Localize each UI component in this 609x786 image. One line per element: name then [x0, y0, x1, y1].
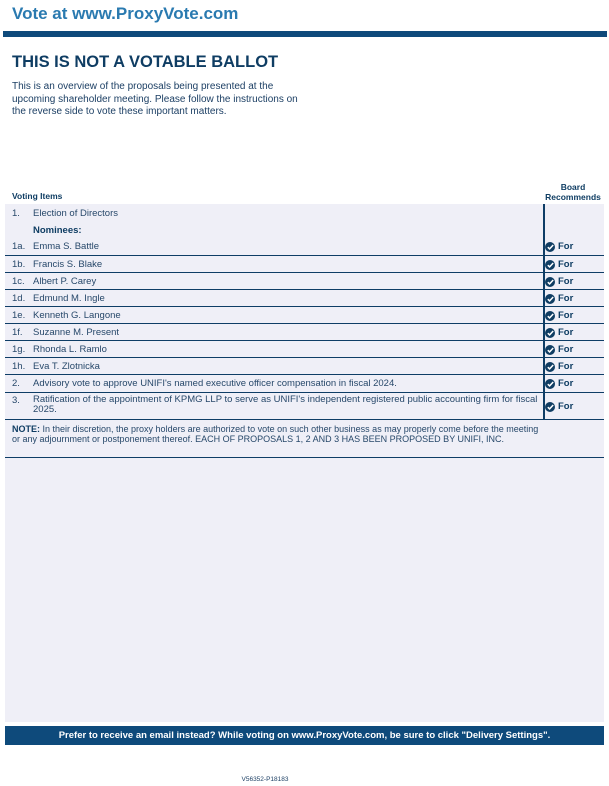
- intro-text: This is an overview of the proposals being presented at the upcoming shareholder meeting. Please follow the instructions on the reverse side to vote these important matters.: [12, 81, 298, 118]
- recommendation: [545, 310, 573, 321]
- row-divider: [5, 289, 604, 290]
- item-number: 2.: [12, 378, 20, 389]
- check-circle-icon: [545, 362, 555, 372]
- rec-label: For: [558, 241, 574, 252]
- note-divider: [5, 457, 604, 458]
- check-circle-icon: [545, 277, 555, 287]
- row-divider: [5, 419, 604, 420]
- item-text: Francis S. Blake: [33, 259, 103, 270]
- note-body: In their discretion, the proxy holders are authorized to vote on such other business as may properly come before the meeting or any adjournment or postponement thereof. EACH OF PROPOSALS 1, 2 AND 3 HAS BEEN PROPOSED BY UNIFI, INC.: [12, 424, 539, 444]
- row-divider: [5, 374, 604, 375]
- item-number: 1.: [12, 208, 20, 219]
- item-text: Election of Directors: [33, 208, 119, 219]
- item-number: 1c.: [12, 276, 25, 287]
- item-text: Emma S. Battle: [33, 241, 99, 252]
- check-circle-icon: [545, 294, 555, 304]
- item-text: Albert P. Carey: [33, 276, 97, 287]
- item-text: Ratification of the appointment of KPMG LLP to serve as UNIFI's independent registered public accounting firm for fiscal 2025.: [33, 394, 538, 415]
- item-text: Rhonda L. Ramlo: [33, 344, 107, 355]
- recommendation: [545, 361, 573, 372]
- item-number: 1h.: [12, 361, 26, 372]
- recommendation: [545, 344, 573, 355]
- item-number: 1f.: [12, 327, 23, 338]
- item-number: 1b.: [12, 259, 26, 270]
- recommendation: [545, 276, 573, 287]
- note-text: [12, 424, 542, 444]
- check-circle-icon: [545, 260, 555, 270]
- row-divider: [5, 357, 604, 358]
- recommendation: [545, 259, 573, 270]
- check-circle-icon: [545, 402, 555, 412]
- recommendation: [545, 327, 573, 338]
- check-circle-icon: [545, 311, 555, 321]
- voting-table: [5, 204, 604, 722]
- item-text: Eva T. Zlotnicka: [33, 361, 100, 372]
- nominees-label: Nominees:: [33, 225, 82, 236]
- row-divider: [5, 340, 604, 341]
- item-text: Edmund M. Ingle: [33, 293, 105, 304]
- board-recommends-header: [540, 183, 606, 202]
- check-circle-icon: [545, 328, 555, 338]
- item-text: Suzanne M. Present: [33, 327, 120, 338]
- page-title: THIS IS NOT A VOTABLE BALLOT: [12, 53, 279, 71]
- recommendation: [545, 378, 573, 389]
- header-line-1: Board: [560, 182, 586, 192]
- row-divider: [5, 272, 604, 273]
- item-number: 1d.: [12, 293, 26, 304]
- header-line-2: Recommends: [545, 191, 601, 202]
- rec-label: For: [558, 378, 574, 389]
- row-divider: [5, 323, 604, 324]
- document-code: V56352-P18183: [241, 776, 289, 783]
- item-text: Advisory vote to approve UNIFI's named executive officer compensation in fiscal 2024.: [33, 378, 397, 389]
- row-divider: [5, 392, 604, 393]
- recommendation: [545, 241, 573, 252]
- item-text: Kenneth G. Langone: [33, 310, 121, 321]
- item-number: 3.: [12, 395, 20, 406]
- header-divider: [3, 31, 607, 37]
- rec-label: For: [558, 344, 574, 355]
- proxyvote-title: Vote at www.ProxyVote.com: [12, 4, 239, 23]
- rec-label: For: [558, 401, 574, 412]
- item-number: 1g.: [12, 344, 26, 355]
- recommendation: [545, 401, 573, 412]
- rec-label: For: [558, 259, 574, 270]
- rec-label: For: [558, 361, 574, 372]
- check-circle-icon: [545, 345, 555, 355]
- rec-label: For: [558, 293, 574, 304]
- check-circle-icon: [545, 379, 555, 389]
- rec-label: For: [558, 327, 574, 338]
- rec-label: For: [558, 310, 574, 321]
- item-number: 1a.: [12, 241, 26, 252]
- row-divider: [5, 255, 604, 256]
- check-circle-icon: [545, 242, 555, 252]
- row-divider: [5, 306, 604, 307]
- rec-label: For: [558, 276, 574, 287]
- item-number: 1e.: [12, 310, 26, 321]
- note-label: NOTE:: [12, 424, 40, 434]
- voting-items-header: Voting Items: [12, 191, 63, 201]
- recommendation: [545, 293, 573, 304]
- email-delivery-banner: Prefer to receive an email instead? While voting on www.ProxyVote.com, be sure to click "Delivery Settings".: [5, 726, 604, 745]
